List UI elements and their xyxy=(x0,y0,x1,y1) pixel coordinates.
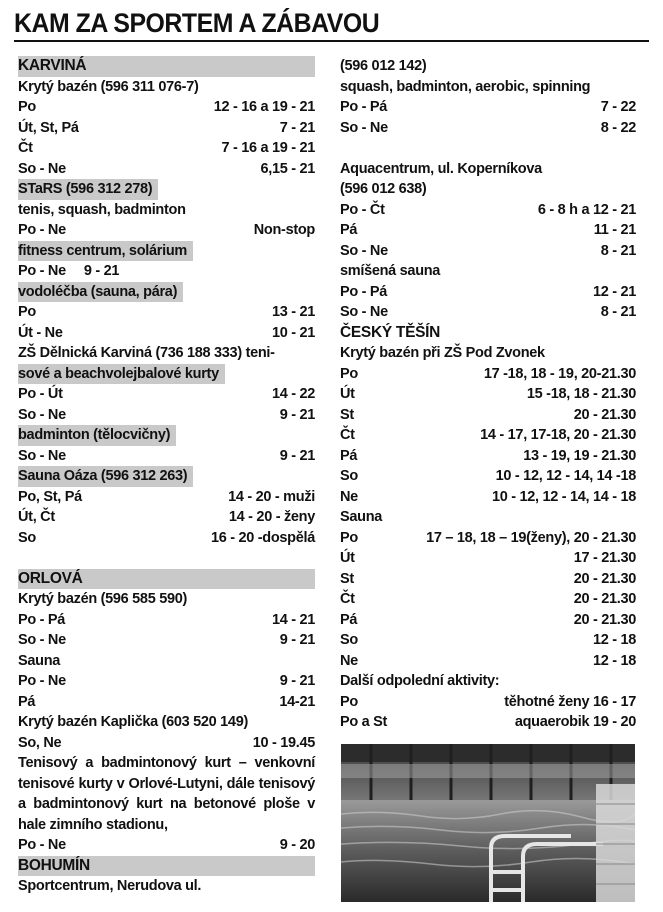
day-label: So - Ne xyxy=(340,119,388,136)
sportcentrum-sports: squash, badminton, aerobic, spinning xyxy=(340,78,591,95)
schedule-row xyxy=(18,384,315,405)
hours: 17 – 18, 18 – 19(ženy), 20 - 21.30 xyxy=(426,529,636,546)
day-label: Po - Čt xyxy=(340,201,385,218)
hours: 12 - 18 xyxy=(592,652,636,669)
hours: 16 - 20 -dospělá xyxy=(211,529,315,546)
schedule-row xyxy=(18,507,315,528)
hours: 9 - 21 xyxy=(279,632,315,648)
day-label: So xyxy=(340,468,358,484)
day-label: So - Ne xyxy=(340,242,388,259)
hours: 8 - 22 xyxy=(600,119,636,136)
day-label: Pá xyxy=(18,693,36,710)
day-label: So - Ne xyxy=(18,447,66,464)
schedule-row xyxy=(340,610,636,631)
hours: 11 - 21 xyxy=(593,222,636,238)
schedule-row xyxy=(340,651,636,672)
hours: 10 - 21 xyxy=(271,324,315,341)
hours: 14 - 17, 17-18, 20 - 21.30 xyxy=(480,427,636,443)
schedule-row xyxy=(340,487,636,508)
pool-photo-illustration xyxy=(341,744,635,902)
day-label: St xyxy=(340,406,354,423)
hours: 7 - 21 xyxy=(279,119,315,136)
schedule-row xyxy=(340,692,636,713)
venue-smisena-sauna: smíšená sauna xyxy=(340,263,441,279)
schedule-row xyxy=(18,671,315,692)
venue-zs-delnicka: ZŠ Dělnická Karviná (736 188 333) teni- xyxy=(18,345,275,361)
schedule-row xyxy=(340,466,636,487)
hours: 9 - 21 xyxy=(279,673,315,689)
hours: těhotné ženy 16 - 17 xyxy=(504,693,636,710)
hours: 8 - 21 xyxy=(600,242,636,259)
day-label: So - Ne xyxy=(18,406,66,423)
venue-stars: STaRS (596 312 278) xyxy=(18,179,158,200)
venue-kaplicka: Krytý bazén Kaplička (603 520 149) xyxy=(18,714,248,730)
day-label: Po - Pá xyxy=(340,283,388,300)
hours: 14 - 22 xyxy=(271,386,315,402)
section-orlova: ORLOVÁ xyxy=(18,569,315,590)
schedule-row xyxy=(340,446,636,467)
hours: 9 - 20 xyxy=(279,837,315,853)
day-label: So - Ne xyxy=(340,304,388,320)
hours: 14 - 21 xyxy=(271,611,315,628)
schedule-row xyxy=(18,323,315,344)
day-label: Út, St, Pá xyxy=(18,119,79,136)
hours: 15 -18, 18 - 21.30 xyxy=(526,386,636,402)
schedule-row xyxy=(18,446,315,467)
day-label: Po - Ne xyxy=(18,263,66,279)
hours: 12 - 16 a 19 - 21 xyxy=(213,99,315,115)
day-label: Út - Ne xyxy=(18,324,63,341)
schedule-row xyxy=(18,159,315,180)
section-karvina: KARVINÁ xyxy=(18,56,315,77)
schedule-row xyxy=(340,97,636,118)
schedule-row xyxy=(340,220,636,241)
schedule-row xyxy=(340,118,636,139)
schedule-row xyxy=(340,384,636,405)
section-cesky-tesin: ČESKÝ TĚŠÍN xyxy=(340,323,441,341)
schedule-row xyxy=(340,589,636,610)
schedule-row xyxy=(18,835,315,856)
day-label: Po - Ne xyxy=(18,222,66,238)
spacer xyxy=(18,548,315,569)
hours: 10 - 12, 12 - 14, 14 - 18 xyxy=(491,488,636,505)
schedule-row xyxy=(340,200,636,221)
day-label: Po - Út xyxy=(18,386,63,402)
schedule-row xyxy=(18,118,315,139)
schedule-row xyxy=(18,138,315,159)
schedule-row xyxy=(340,569,636,590)
venue-fitness: fitness centrum, solárium xyxy=(18,241,193,262)
hours: 20 - 21.30 xyxy=(573,591,636,607)
hours: 14 - 20 - muži xyxy=(228,488,315,505)
day-label: Pá xyxy=(340,447,358,464)
hours: 6 - 8 h a 12 - 21 xyxy=(537,201,636,218)
hours: 17 - 21.30 xyxy=(573,550,636,566)
venue-orlova-bazen: Krytý bazén (596 585 590) xyxy=(18,591,188,607)
day-label: Út, Čt xyxy=(18,509,55,525)
day-label: Po, St, Pá xyxy=(18,488,82,505)
hours: 20 - 21.30 xyxy=(573,611,636,628)
hours: 13 - 21 xyxy=(271,304,315,320)
day-label: Út xyxy=(340,386,355,402)
hours: 7 - 16 a 19 - 21 xyxy=(221,140,315,156)
hours: 12 - 21 xyxy=(592,283,636,300)
left-column xyxy=(18,56,315,897)
venue-sauna-oaza: Sauna Oáza (596 312 263) xyxy=(18,466,193,487)
hours: 7 - 22 xyxy=(600,99,636,115)
schedule-row xyxy=(18,261,315,282)
page-title: KAM ZA SPORTEM A ZÁBAVOU xyxy=(14,8,380,38)
schedule-row xyxy=(340,282,636,303)
day-label: Po - Ne xyxy=(18,673,66,689)
schedule-row xyxy=(18,733,315,754)
day-label: Po xyxy=(18,304,36,320)
venue-tesin-sauna: Sauna xyxy=(340,509,383,525)
right-column xyxy=(340,56,636,733)
spacer xyxy=(340,138,636,159)
day-label: Ne xyxy=(340,652,358,669)
venue-sportcentrum: Sportcentrum, Nerudova ul. xyxy=(18,878,202,894)
day-label: Pá xyxy=(340,222,358,238)
hours: 10 - 19.45 xyxy=(252,734,315,751)
hours: 9 - 21 xyxy=(279,447,315,464)
schedule-row xyxy=(340,364,636,385)
hours: 13 - 19, 19 - 21.30 xyxy=(523,447,636,464)
aquacentrum-phone: (596 012 638) xyxy=(340,181,427,197)
venue-pod-zvonek: Krytý bazén při ZŠ Pod Zvonek xyxy=(340,345,545,361)
venue-aquacentrum: Aquacentrum, ul. Koperníkova xyxy=(340,160,542,177)
header-rule xyxy=(14,40,649,42)
schedule-row xyxy=(18,528,315,549)
schedule-row xyxy=(18,487,315,508)
schedule-kryty-bazen xyxy=(18,97,315,179)
venue-orlova-sauna: Sauna xyxy=(18,652,61,669)
day-label: So - Ne xyxy=(18,160,66,177)
hours: 20 - 21.30 xyxy=(573,570,636,587)
hours: 9 - 21 xyxy=(279,406,315,423)
schedule-row xyxy=(18,610,315,631)
hours: Non-stop xyxy=(253,222,315,238)
day-label: Čt xyxy=(340,427,355,443)
hours: 14 - 20 - ženy xyxy=(228,509,315,525)
hours: 9 - 21 xyxy=(83,263,120,279)
venue-zs-delnicka-cont: sové a beachvolejbalové kurty xyxy=(18,364,225,385)
hours: 17 -18, 18 - 19, 20-21.30 xyxy=(483,365,636,382)
day-label: Pá xyxy=(340,611,358,628)
day-label: So - Ne xyxy=(18,632,66,648)
schedule-row xyxy=(340,405,636,426)
day-label: Po - Pá xyxy=(18,611,66,628)
hours: 10 - 12, 12 - 14, 14 -18 xyxy=(495,468,636,484)
day-label: Po - Ne xyxy=(18,837,66,853)
schedule-row xyxy=(18,302,315,323)
schedule-row xyxy=(18,97,315,118)
schedule-row xyxy=(340,528,636,549)
tennis-paragraph: Tenisový a badmintonový kurt – venkovní tenisové kurty v Orlové-Lutyni, dále tenisový a badmintonový kurt na betonové ploše v hale zimního stadionu, xyxy=(18,755,315,833)
stars-sports: tenis, squash, badminton xyxy=(18,201,186,218)
day-label: So, Ne xyxy=(18,734,62,751)
day-label: Po - Pá xyxy=(340,99,388,115)
schedule-row xyxy=(18,220,315,241)
day-label: Čt xyxy=(18,140,33,156)
schedule-row xyxy=(340,425,636,446)
schedule-row xyxy=(340,548,636,569)
hours: 14-21 xyxy=(279,693,315,710)
hours: 12 - 18 xyxy=(592,632,636,648)
hours: 8 - 21 xyxy=(600,304,636,320)
day-label: Út xyxy=(340,550,355,566)
further-activities-heading: Další odpolední aktivity: xyxy=(340,673,500,689)
day-label: So xyxy=(18,529,36,546)
day-label: Ne xyxy=(340,488,358,505)
venue-kryty-bazen: Krytý bazén (596 311 076-7) xyxy=(18,78,199,95)
page-header xyxy=(14,6,649,42)
venue-badminton: badminton (tělocvičny) xyxy=(18,425,176,446)
day-label: Po xyxy=(340,693,358,710)
day-label: Po xyxy=(340,365,358,382)
hours: aquaerobik 19 - 20 xyxy=(514,714,636,730)
day-label: Po xyxy=(18,99,36,115)
section-bohumin: BOHUMÍN xyxy=(18,856,315,877)
hours: 6,15 - 21 xyxy=(260,160,315,177)
schedule-row xyxy=(340,630,636,651)
venue-vodolecba: vodoléčba (sauna, pára) xyxy=(18,282,183,303)
schedule-row xyxy=(18,630,315,651)
schedule-row xyxy=(340,302,636,323)
sportcentrum-phone: (596 012 142) xyxy=(340,58,427,74)
day-label: Čt xyxy=(340,591,355,607)
day-label: Po a St xyxy=(340,714,388,730)
schedule-row xyxy=(18,692,315,713)
swimming-pool-photo xyxy=(341,744,635,902)
hours: 20 - 21.30 xyxy=(573,406,636,423)
day-label: So xyxy=(340,632,358,648)
day-label: St xyxy=(340,570,354,587)
schedule-row xyxy=(340,712,636,733)
day-label: Po xyxy=(340,529,358,546)
schedule-row xyxy=(18,405,315,426)
schedule-row xyxy=(340,241,636,262)
